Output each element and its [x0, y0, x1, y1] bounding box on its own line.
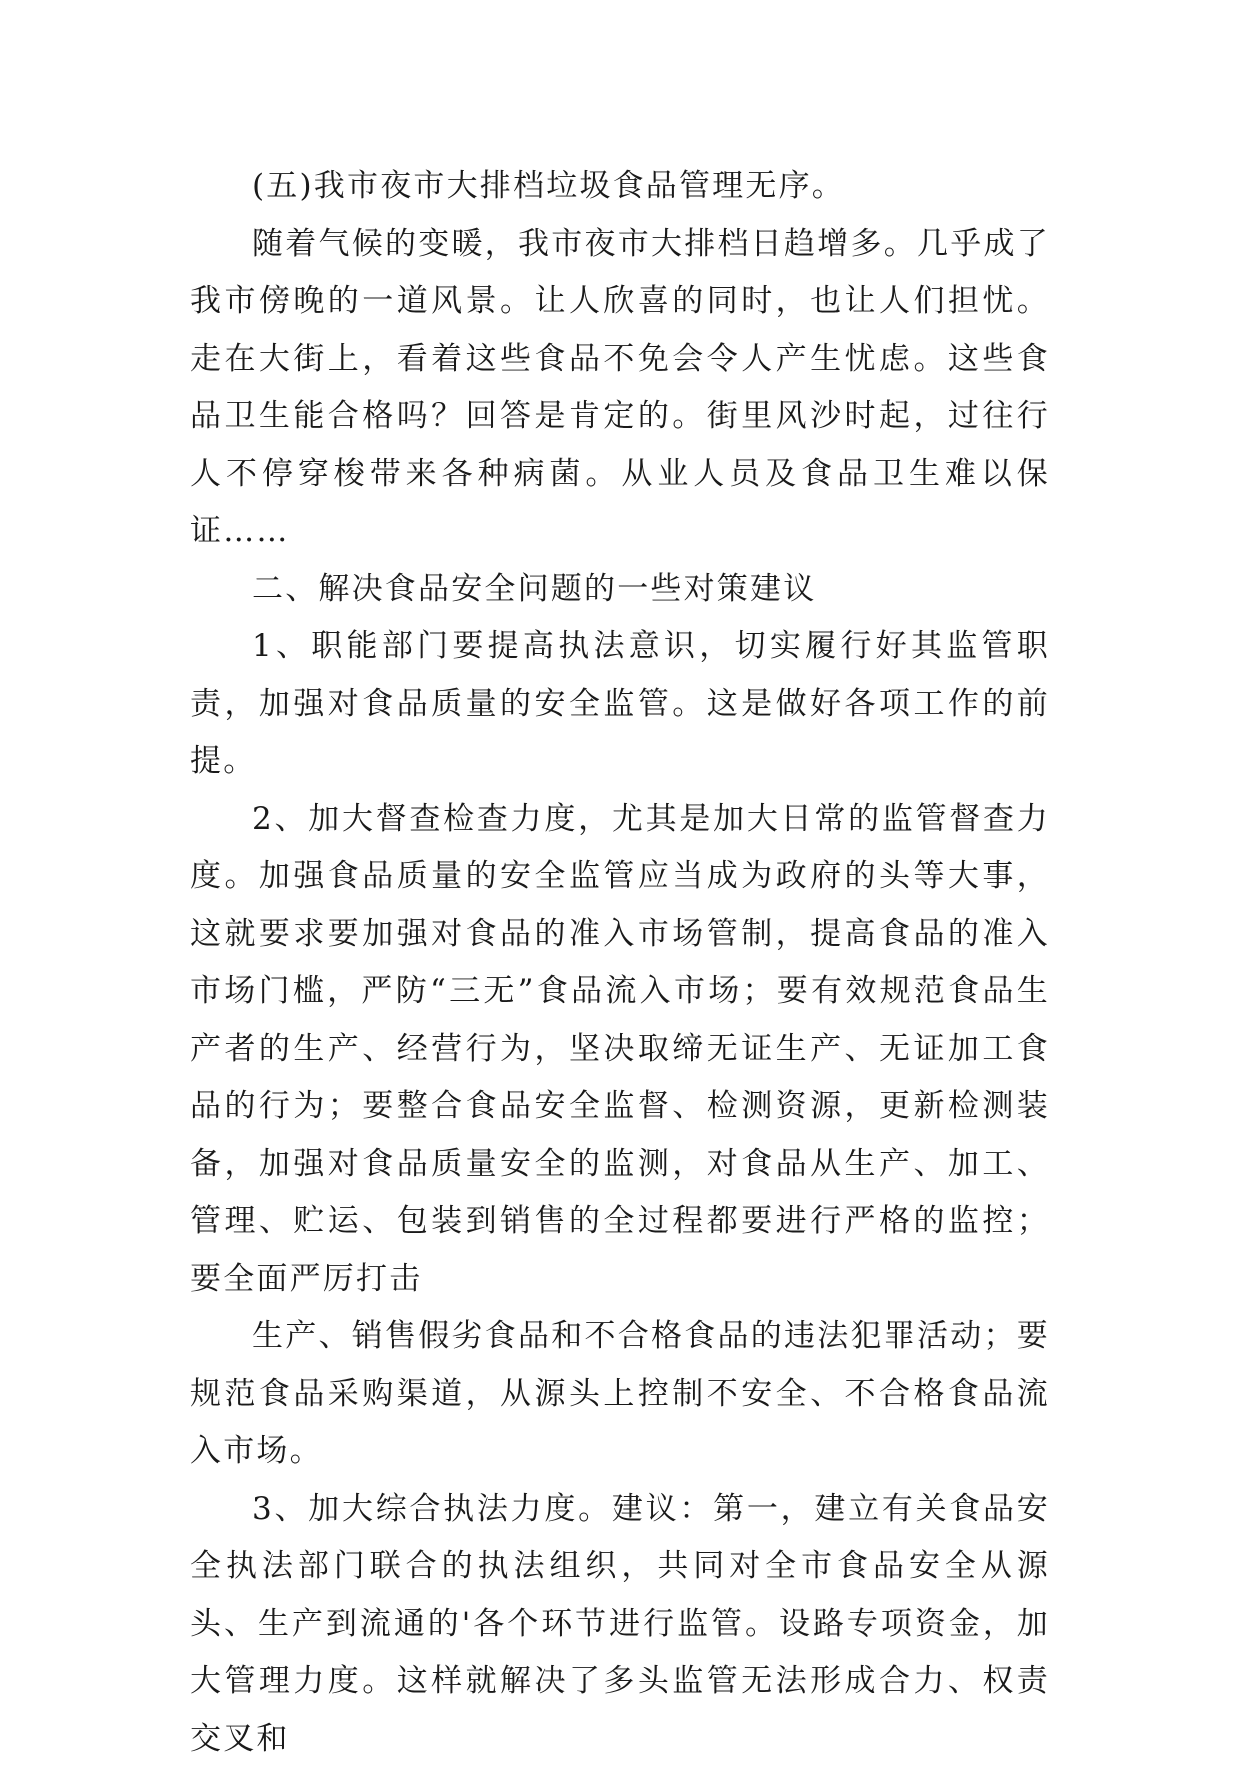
document-body [190, 158, 1050, 1768]
paragraph-item-2-continued: 生产、销售假劣食品和不合格食品的违法犯罪活动；要规范食品采购渠道，从源头上控制不安全、不合格食品流入市场。 [190, 1308, 1050, 1481]
paragraph-section-five-heading: (五)我市夜市大排档垃圾食品管理无序。 [190, 158, 1050, 216]
paragraph-item-3: 3、加大综合执法力度。建议：第一，建立有关食品安全执法部门联合的执法组织，共同对全市食品安全从源头、生产到流通的'各个环节进行监管。设路专项资金，加大管理力度。这样就解决了多头监管无法形成合力、权责交叉和 [190, 1481, 1050, 1768]
paragraph-night-market: 随着气候的变暖，我市夜市大排档日趋增多。几乎成了我市傍晚的一道风景。让人欣喜的同时，也让人们担忧。走在大街上，看着这些食品不免会令人产生忧虑。这些食品卫生能合格吗？回答是肯定的。街里风沙时起，过往行人不停穿梭带来各种病菌。从业人员及食品卫生难以保证…… [190, 216, 1050, 561]
paragraph-section-two-heading: 二、解决食品安全问题的一些对策建议 [190, 561, 1050, 619]
paragraph-item-2: 2、加大督查检查力度，尤其是加大日常的监管督查力度。加强食品质量的安全监管应当成为政府的头等大事，这就要求要加强对食品的准入市场管制，提高食品的准入市场门槛，严防“三无”食品流入市场；要有效规范食品生产者的生产、经营行为，坚决取缔无证生产、无证加工食品的行为；要整合食品安全监督、检测资源，更新检测装备，加强对食品质量安全的监测，对食品从生产、加工、管理、贮运、包装到销售的全过程都要进行严格的监控；要全面严厉打击 [190, 791, 1050, 1309]
paragraph-item-1: 1、职能部门要提高执法意识，切实履行好其监管职责，加强对食品质量的安全监管。这是做好各项工作的前提。 [190, 618, 1050, 791]
